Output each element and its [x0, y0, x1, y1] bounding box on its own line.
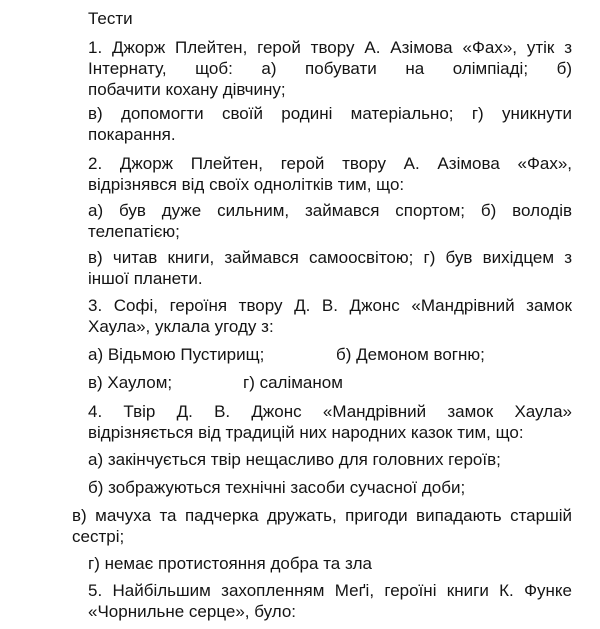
- question-2-line-1: 2. Джорж Плейтен, герой твору А. Азімова «Фах»,: [88, 154, 572, 173]
- question-4-line-1: 4. Твір Д. В. Джонс «Мандрівний замок Хаула»: [88, 402, 572, 421]
- question-2-option-a: [88, 200, 572, 242]
- question-1-line-2: Інтернату, щоб: а) побувати на олімпіаді; б): [88, 59, 572, 78]
- question-1-line-1: 1. Джорж Плейтен, герой твору А. Азімова «Фах», утік з: [88, 38, 572, 57]
- question-1-line-3: побачити кохану дівчину;: [88, 80, 286, 99]
- question-2-option-a-line-1: а) був дуже сильним, займався спортом; б) володів: [88, 201, 572, 220]
- question-3-option-g: г) саліманом: [243, 373, 343, 392]
- question-3-line-1: 3. Софі, героїня твору Д. В. Джонс «Мандрівний замок: [88, 296, 572, 315]
- question-4-option-g: г) немає протистояння добра та зла: [88, 554, 372, 573]
- question-1-option-v-line-1: в) допомогти своїй родині матеріально; г) уникнути: [88, 104, 572, 123]
- question-5-line-1: 5. Найбільшим захопленням Меґі, героїні книги К. Функе: [88, 581, 572, 600]
- question-2-option-v-line-1: в) читав книги, займався самоосвітою; г) був вихідцем з: [88, 248, 572, 267]
- question-5-line-2: «Чорнильне серце», було:: [88, 602, 297, 621]
- question-3-option-b: б) Демоном вогню;: [336, 345, 485, 364]
- question-2: [88, 153, 572, 195]
- question-1: [88, 37, 572, 100]
- question-5: [88, 580, 572, 622]
- question-3-option-v: в) Хаулом;: [88, 373, 173, 392]
- question-2-option-a-line-2: телепатією;: [88, 222, 180, 241]
- question-2-option-v: [88, 247, 572, 289]
- question-4-line-2: відрізняється від традицій них народних казок тим, що:: [88, 423, 524, 442]
- question-4-option-v: [72, 505, 572, 547]
- question-3: [88, 295, 572, 337]
- question-4-option-a: а) закінчується твір нещасливо для головних героїв;: [88, 450, 501, 469]
- question-2-option-v-line-2: іншої планети.: [88, 269, 203, 288]
- question-4: [88, 401, 572, 443]
- question-3-option-a: а) Відьмою Пустирищ;: [88, 345, 265, 364]
- question-3-line-2: Хаула», уклала угоду з:: [88, 317, 274, 336]
- question-4-option-v-line-2: сестрі;: [72, 527, 125, 546]
- page-title: Тести: [88, 9, 133, 28]
- question-2-line-2: відрізнявся від своїх однолітків тим, що:: [88, 175, 405, 194]
- question-4-option-v-line-1: в) мачуха та падчерка дружать, пригоди випадають старшій: [72, 506, 572, 525]
- question-4-option-b: б) зображуються технічні засоби сучасної доби;: [88, 478, 466, 497]
- question-1-option-v: [88, 103, 572, 145]
- question-1-option-v-line-2: покарання.: [88, 125, 176, 144]
